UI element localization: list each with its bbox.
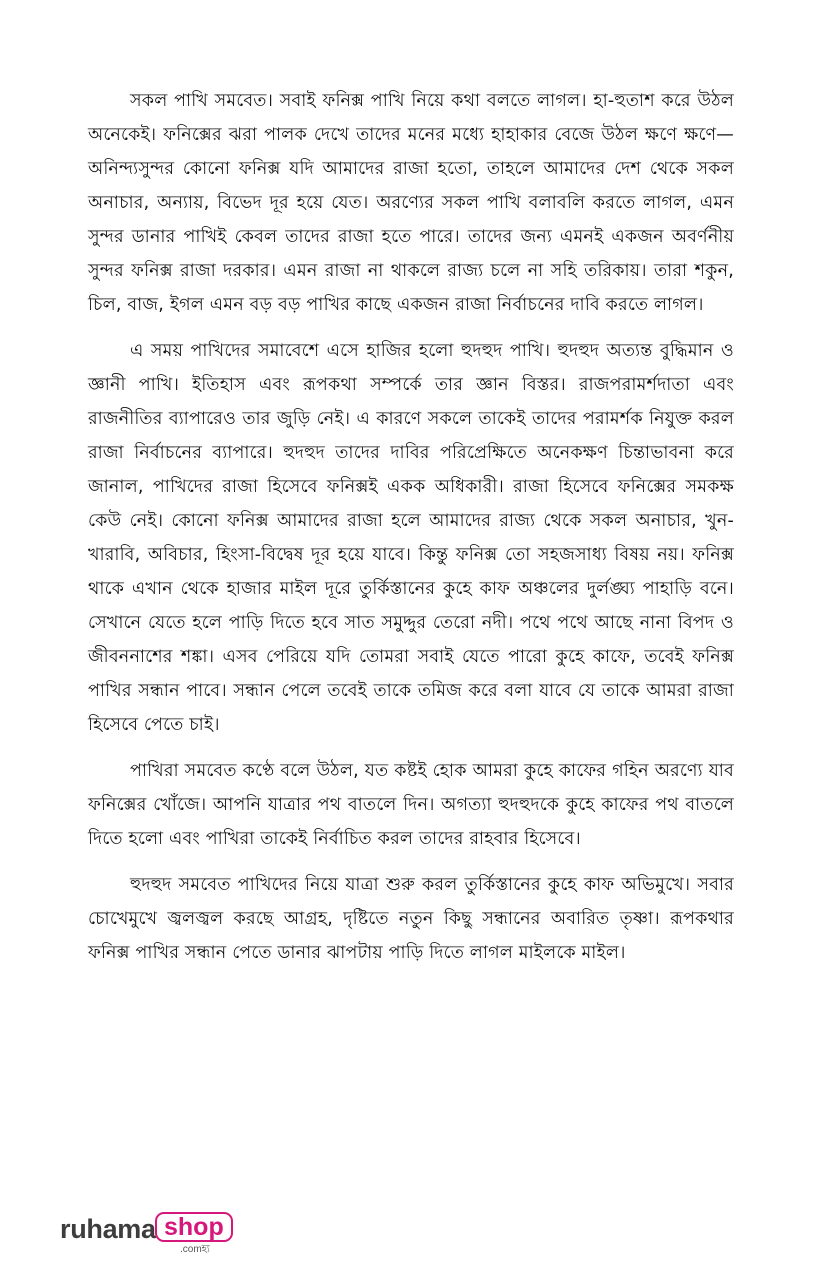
paragraph-1: সকল পাখি সমবেত। সবাই ফনিক্স পাখি নিয়ে কথা বলতে লাগল। হা-হুতাশ করে উঠল অনেকেই। ফনিক্সের ঝরা পালক দেখে তাদের মনের মধ্যে হাহাকার বেজে উঠল ক্ষণে ক্ষণে—অনিন্দ্যসুন্দর কোনো ফনিক্স যদি আমাদের রাজা হতো, তাহলে আমাদের দেশ থেকে সকল অনাচার, অন্যায়, বিভেদ দূর হয়ে যেত। অরণ্যের সকল পাখি বলাবলি করতে লাগল, এমন সুন্দর ডানার পাখিই কেবল তাদের রাজা হতে পারে। তাদের জন্য এমনই একজন অবর্ণনীয় সুন্দর ফনিক্স রাজা দরকার। এমন রাজা না থাকলে রাজ্য চলে না সহি তরিকায়। তারা শকুন, চিল, বাজ, ইগল এমন বড় বড় পাখির কাছে একজন রাজা নির্বাচনের দাবি করতে লাগল। (88, 91, 734, 315)
paragraph-2: এ সময় পাখিদের সমাবেশে এসে হাজির হলো হুদহুদ পাখি। হুদহুদ অত্যন্ত বুদ্ধিমান ও জ্ঞানী পাখি। ইতিহাস এবং রূপকথা সম্পর্কে তার জ্ঞান বিস্তর। রাজপরামর্শদাতা এবং রাজনীতির ব্যাপারেও তার জুড়ি নেই। এ কারণে সকলে তাকেই তাদের পরামর্শক নিযুক্ত করল রাজা নির্বাচনের ব্যাপারে। হুদহুদ তাদের দাবির পরিপ্রেক্ষিতে অনেকক্ষণ চিন্তাভাবনা করে জানাল, পাখিদের রাজা হিসেবে ফনিক্সই একক অধিকারী। রাজা হিসেবে ফনিক্সের সমকক্ষ কেউ নেই। কোনো ফনিক্স আমাদের রাজা হলে আমাদের রাজ্য থেকে সকল অনাচার, খুন-খারাবি, অবিচার, হিংসা-বিদ্বেষ দূর হয়ে যাবে। কিন্তু ফনিক্স তো সহজসাধ্য বিষয় নয়। ফনিক্স থাকে এখান থেকে হাজার মাইল দূরে তুর্কিস্তানের কুহে কাফ অঞ্চলের দুর্লঙ্ঘ্য পাহাড়ি বনে। সেখানে যেতে হলে পাড়ি দিতে হবে সাত সমুদ্দুর তেরো নদী। পথে পথে আছে নানা বিপদ ও জীবননাশের শঙ্কা। এসব পেরিয়ে যদি তোমরা সবাই যেতে পারো কুহে কাফে, তবেই ফনিক্স পাখির সন্ধান পাবে। সন্ধান পেলে তবেই তাকে তমিজ করে বলা যাবে যে তাকে আমরা রাজা হিসেবে পেতে চাই। (88, 341, 734, 735)
logo-accent: shop (164, 1212, 224, 1241)
logo-word: ruhama (60, 1214, 156, 1244)
logo-accent-box (155, 1212, 233, 1242)
paragraph-3: পাখিরা সমবেত কণ্ঠে বলে উঠল, যত কষ্টই হোক আমরা কুহে কাফের গহিন অরণ্যে যাব ফনিক্সের খোঁজে। আপনি যাত্রার পথ বাতলে দিন। অগত্যা হুদহুদকে কুহে কাফের পথ বাতলে দিতে হলো এবং পাখিরা তাকেই নির্বাচিত করল তাদের রাহবার হিসেবে। (88, 761, 734, 849)
paragraph-4: হুদহুদ সমবেত পাখিদের নিয়ে যাত্রা শুরু করল তুর্কিস্তানের কুহে কাফ অভিমুখে। সবার চোখেমুখে জ্বলজ্বল করছে আগ্রহ, দৃষ্টিতে নতুন কিছু সন্ধানের অবারিত তৃষ্ণা। রূপকথার ফনিক্স পাখির সন্ধান পেতে ডানার ঝাপটায় পাড়ি দিতে লাগল মাইলকে মাইল। (88, 875, 734, 963)
body-text (88, 84, 734, 982)
ruhamashop-logo (60, 1208, 240, 1258)
logo-sub: .comহ্য (180, 1244, 210, 1255)
